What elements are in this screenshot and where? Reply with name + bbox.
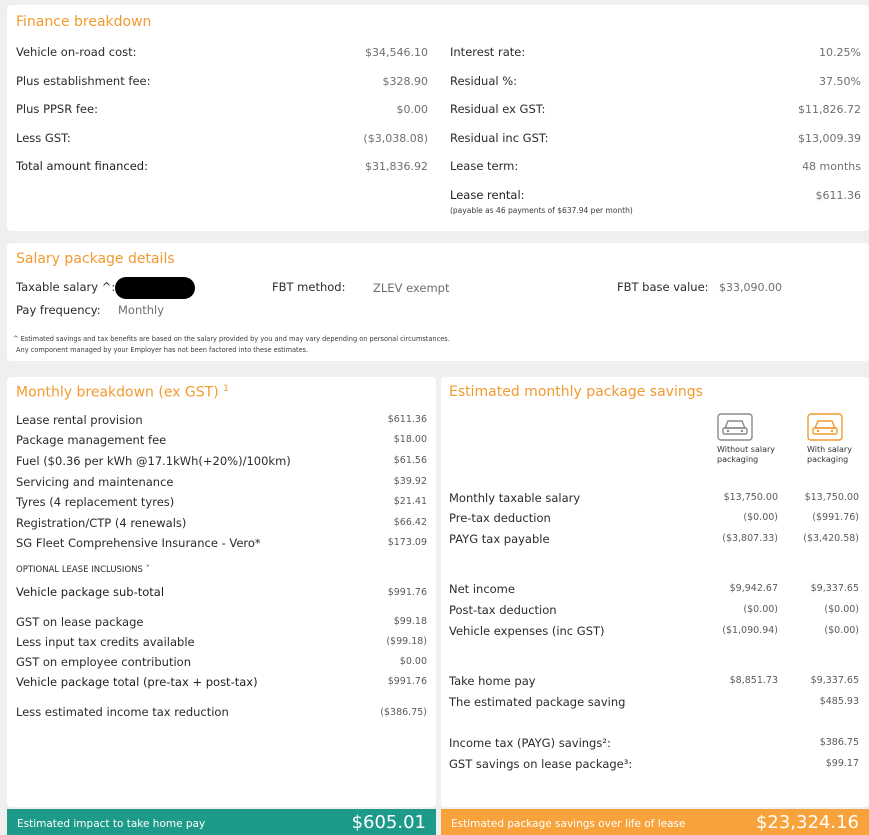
finance-label: Plus PPSR fee: [16,102,98,116]
gst-row-value: $99.18 [393,616,427,627]
savings-row-v1: ($1,090.94) [722,625,778,636]
take-home-impact-bar [7,809,436,835]
finance-value: 48 months [802,160,861,173]
life-savings-label: Estimated package savings over life of lease [451,818,686,830]
finance-title: Finance breakdown [16,14,152,30]
car-icon-orange [807,413,843,441]
total-financed-label: Total amount financed: [16,159,148,173]
savings-title: Estimated monthly package savings [449,384,703,400]
tax-reduction-value: ($386.75) [380,707,427,718]
gst-row-label: Less input tax credits available [16,635,195,649]
monthly-row-label: Fuel ($0.36 per kWh @17.1kWh(+20%)/100km) [16,454,291,468]
finance-value: $11,826.72 [798,103,861,116]
monthly-row-value: $18.00 [393,434,427,445]
monthly-row-label: Registration/CTP (4 renewals) [16,516,187,530]
salary-note: ^ Estimated savings and tax benefits are based on the salary provided by you and may vary depending on personal circumstances. [13,335,450,343]
savings-row-v2: $13,750.00 [804,492,859,503]
finance-label: Interest rate: [450,45,526,59]
monthly-row-value: $611.36 [387,414,427,425]
fbt-base-value: $33,090.00 [719,281,782,294]
savings-row-v2: ($0.00) [824,625,859,636]
monthly-row-label: Tyres (4 replacement tyres) [16,495,175,509]
finance-label: Less GST: [16,131,71,145]
gst-row-value: ($99.18) [386,636,427,647]
monthly-row-value: $66.42 [393,517,427,528]
savings-row-label: Pre-tax deduction [449,511,551,525]
monthly-title [16,384,229,401]
finance-value: $328.90 [382,75,428,88]
monthly-row-value: $21.41 [393,496,427,507]
fbt-method-label: FBT method: [272,280,346,294]
savings-row-label: Post-tax deduction [449,603,557,617]
estimated-saving-label: The estimated package saving [449,695,626,709]
fbt-method-value: ZLEV exempt [373,281,450,295]
savings-row-label: PAYG tax payable [449,532,550,546]
finance-label: Plus establishment fee: [16,74,151,88]
gst-savings-label: GST savings on lease package³: [449,757,633,771]
finance-value: 37.50% [819,75,861,88]
savings-row-v1: ($3,807.33) [722,533,778,544]
salary-note: Any component managed by your Employer has not been factored into these estimates. [16,346,309,354]
savings-row-v1: $9,942.67 [729,583,778,594]
car-icon-grey [717,413,753,441]
savings-row-v2: $9,337.65 [810,583,859,594]
monthly-title-text: Monthly breakdown (ex GST) [16,384,219,401]
monthly-row-label: Package management fee [16,433,167,447]
finance-value: $0.00 [396,103,428,116]
savings-row-label: Monthly taxable salary [449,491,581,505]
finance-label: Residual %: [450,74,518,88]
take-home-label: Take home pay [449,674,536,688]
finance-value: $34,546.10 [365,46,428,59]
finance-breakdown-card [7,5,869,231]
finance-label: Residual inc GST: [450,131,549,145]
take-home-impact-value: $605.01 [351,812,426,833]
monthly-row-label: Servicing and maintenance [16,475,174,489]
savings-row-v2: ($0.00) [824,604,859,615]
col-with-header: With salary packaging [807,445,852,464]
gst-row-label: GST on lease package [16,615,144,629]
monthly-row-label: SG Fleet Comprehensive Insurance - Vero* [16,536,261,550]
taxable-salary-label: Taxable salary ^: [16,280,116,294]
life-savings-bar [441,809,869,835]
gst-savings-value: $99.17 [825,758,859,769]
take-home-v1: $8,851.73 [729,675,778,686]
life-savings-value: $23,324.16 [755,812,859,833]
savings-row-label: Vehicle expenses (inc GST) [449,624,605,638]
take-home-impact-label: Estimated impact to take home pay [17,818,206,830]
monthly-row-label: Lease rental provision [16,413,143,427]
monthly-breakdown-card [7,377,436,807]
savings-row-v1: ($0.00) [743,604,778,615]
pay-frequency-label: Pay frequency: [16,303,101,317]
package-total-label: Vehicle package total (pre-tax + post-tax) [16,675,258,689]
redacted-salary [115,277,195,299]
monthly-row-value: $173.09 [387,537,427,548]
finance-label: Lease term: [450,159,519,173]
salary-title: Salary package details [16,251,175,267]
fbt-base-label: FBT base value: [617,280,709,294]
tax-reduction-label: Less estimated income tax reduction [16,705,229,719]
estimated-saving-value: $485.93 [819,696,859,707]
savings-row-v2: ($991.76) [812,512,859,523]
monthly-row-value: $61.56 [393,455,427,466]
savings-row-label: Net income [449,582,515,596]
savings-row-v1: $13,750.00 [723,492,778,503]
savings-row-v2: ($3,420.58) [803,533,859,544]
gst-row-label: GST on employee contribution [16,655,191,669]
pay-frequency-value: Monthly [118,303,165,317]
monthly-row-value: $39.92 [393,476,427,487]
subtotal-label: Vehicle package sub-total [16,585,165,599]
col-without-header: Without salary packaging [717,445,776,464]
package-total-value: $991.76 [387,676,427,687]
finance-label: Residual ex GST: [450,102,546,116]
gst-row-value: $0.00 [399,656,427,667]
income-tax-savings-label: Income tax (PAYG) savings²: [449,736,611,750]
optional-inclusions-heading: OPTIONAL LEASE INCLUSIONS ˇ [16,565,150,575]
take-home-v2: $9,337.65 [810,675,859,686]
salary-package-card [7,243,869,361]
income-tax-savings-value: $386.75 [819,737,859,748]
finance-label: Vehicle on-road cost: [16,45,137,59]
lease-rental-value: $611.36 [815,189,861,202]
footnote-marker: 1 [223,384,229,394]
finance-value: ($3,038.08) [363,132,428,145]
savings-row-v1: ($0.00) [743,512,778,523]
subtotal-value: $991.76 [387,587,427,598]
total-financed-value: $31,836.92 [365,160,428,173]
lease-rental-label: Lease rental: [450,188,525,202]
finance-value: 10.25% [819,46,861,59]
savings-card [441,377,869,807]
finance-value: $13,009.39 [798,132,861,145]
lease-rental-note: (payable as 46 payments of $637.94 per month) [450,206,633,215]
